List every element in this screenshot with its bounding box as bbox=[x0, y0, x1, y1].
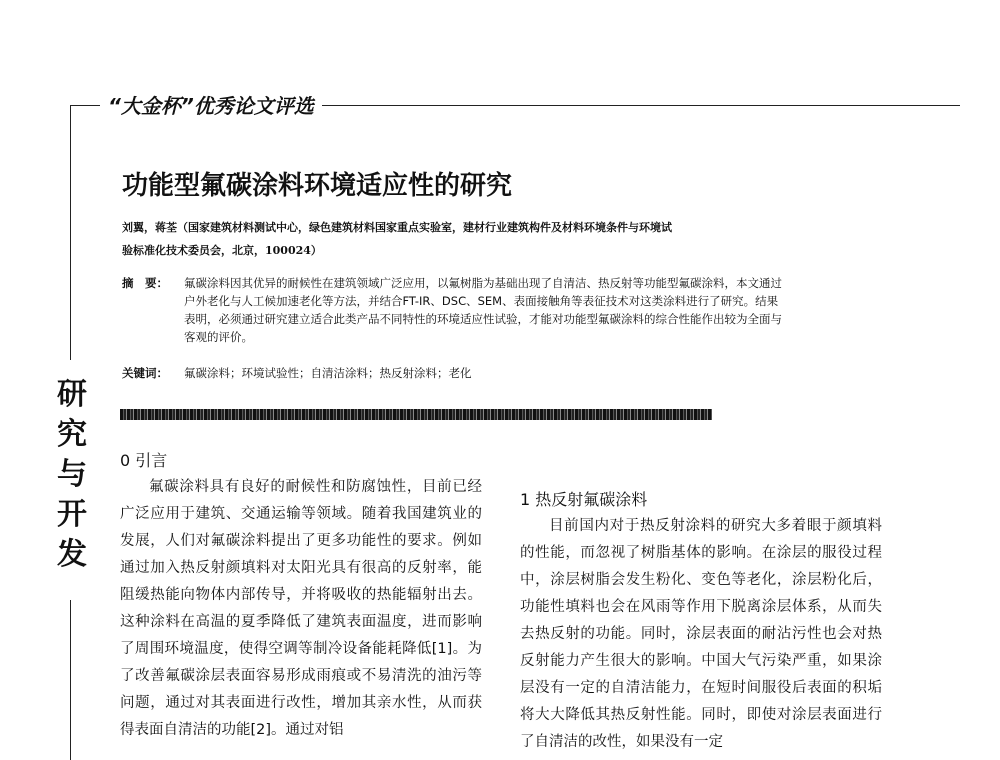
paper-title: 功能型氟碳涂料环境适应性的研究 bbox=[122, 171, 513, 201]
side-char: 究 bbox=[57, 417, 87, 452]
section-heading: 0 引言 bbox=[120, 451, 168, 470]
section-body: 氟碳涂料具有良好的耐候性和防腐蚀性，目前已经广泛应用于建筑、交通运输等领域。随着我国建筑业的发展，人们对氟碳涂料提出了更多功能性的要求。例如通过加入热反射颜填料对太阳光具有很高的反射率，能阻缓热能向物体内部传导，并将吸收的热能辐射出去。这种涂料在高温的夏季降低了建筑表面温度，进而影响了周围环境温度，使得空调等制冷设备能耗降低[1]。为了改善氟碳涂层表面容易形成雨痕或不易清洗的油污等问题，通过对其表面进行改性，增加其亲水性，从而获得表面自清洁的功能[2]。通过对铝 bbox=[120, 479, 482, 738]
section-body: 目前国内对于热反射涂料的研究大多着眼于颜填料的性能，而忽视了树脂基体的影响。在涂层的服役过程中，涂层树脂会发生粉化、变色等老化，涂层粉化后，功能性填料也会在风雨等作用下脱离涂层体系，从而失去热反射的功能。同时，涂层表面的耐沾污性也会对热反射能力产生很大的影响。中国大气污染严重，如果涂层没有一定的自清洁能力，在短时间服役后表面的积垢将大大降低其热反射性能。同时，即使对涂层表面进行了自清洁的改性，如果没有一定 bbox=[520, 518, 882, 750]
column-left bbox=[120, 447, 482, 744]
section-side-label bbox=[52, 375, 92, 575]
margin-rule bbox=[70, 105, 71, 360]
authors-line: 刘翼，蒋荃（国家建筑材料测试中心，绿色建筑材料国家重点实验室，建材行业建筑构件及材料环境条件与环境试 bbox=[122, 221, 672, 234]
keywords-text: 氟碳涂料；环境试验性；自清洁涂料；热反射涂料；老化 bbox=[184, 366, 472, 380]
side-char: 研 bbox=[57, 377, 87, 412]
authors-line: 验标准化技术委员会，北京，100024） bbox=[122, 244, 322, 257]
side-char: 开 bbox=[57, 497, 87, 532]
abstract-text: 氟碳涂料因其优异的耐候性在建筑领域广泛应用，以氟树脂为基础出现了自清洁、热反射等功能型氟碳涂料，本文通过户外老化与人工候加速老化等方法，并结合FT-IR、DSC、SEM、表面接触角等表征技术对这类涂料进行了研究。结果表明，必须通过研究建立适合此类产品不同特性的环境适应性试验，才能对功能型氟碳涂料的综合性能作出较为全面与客观的评价。 bbox=[184, 276, 782, 344]
keywords bbox=[122, 364, 784, 382]
abstract-label: 摘 要： bbox=[122, 276, 168, 290]
decorative-band bbox=[120, 409, 712, 420]
column-right bbox=[520, 486, 882, 756]
keywords-label: 关键词： bbox=[122, 366, 168, 380]
side-char: 与 bbox=[57, 457, 87, 492]
abstract bbox=[122, 274, 784, 346]
series-title: “大金杯”优秀论文评选 bbox=[100, 90, 322, 119]
margin-rule-lower bbox=[70, 600, 71, 760]
side-char: 发 bbox=[57, 537, 87, 572]
section-heading: 1 热反射氟碳涂料 bbox=[520, 490, 648, 509]
